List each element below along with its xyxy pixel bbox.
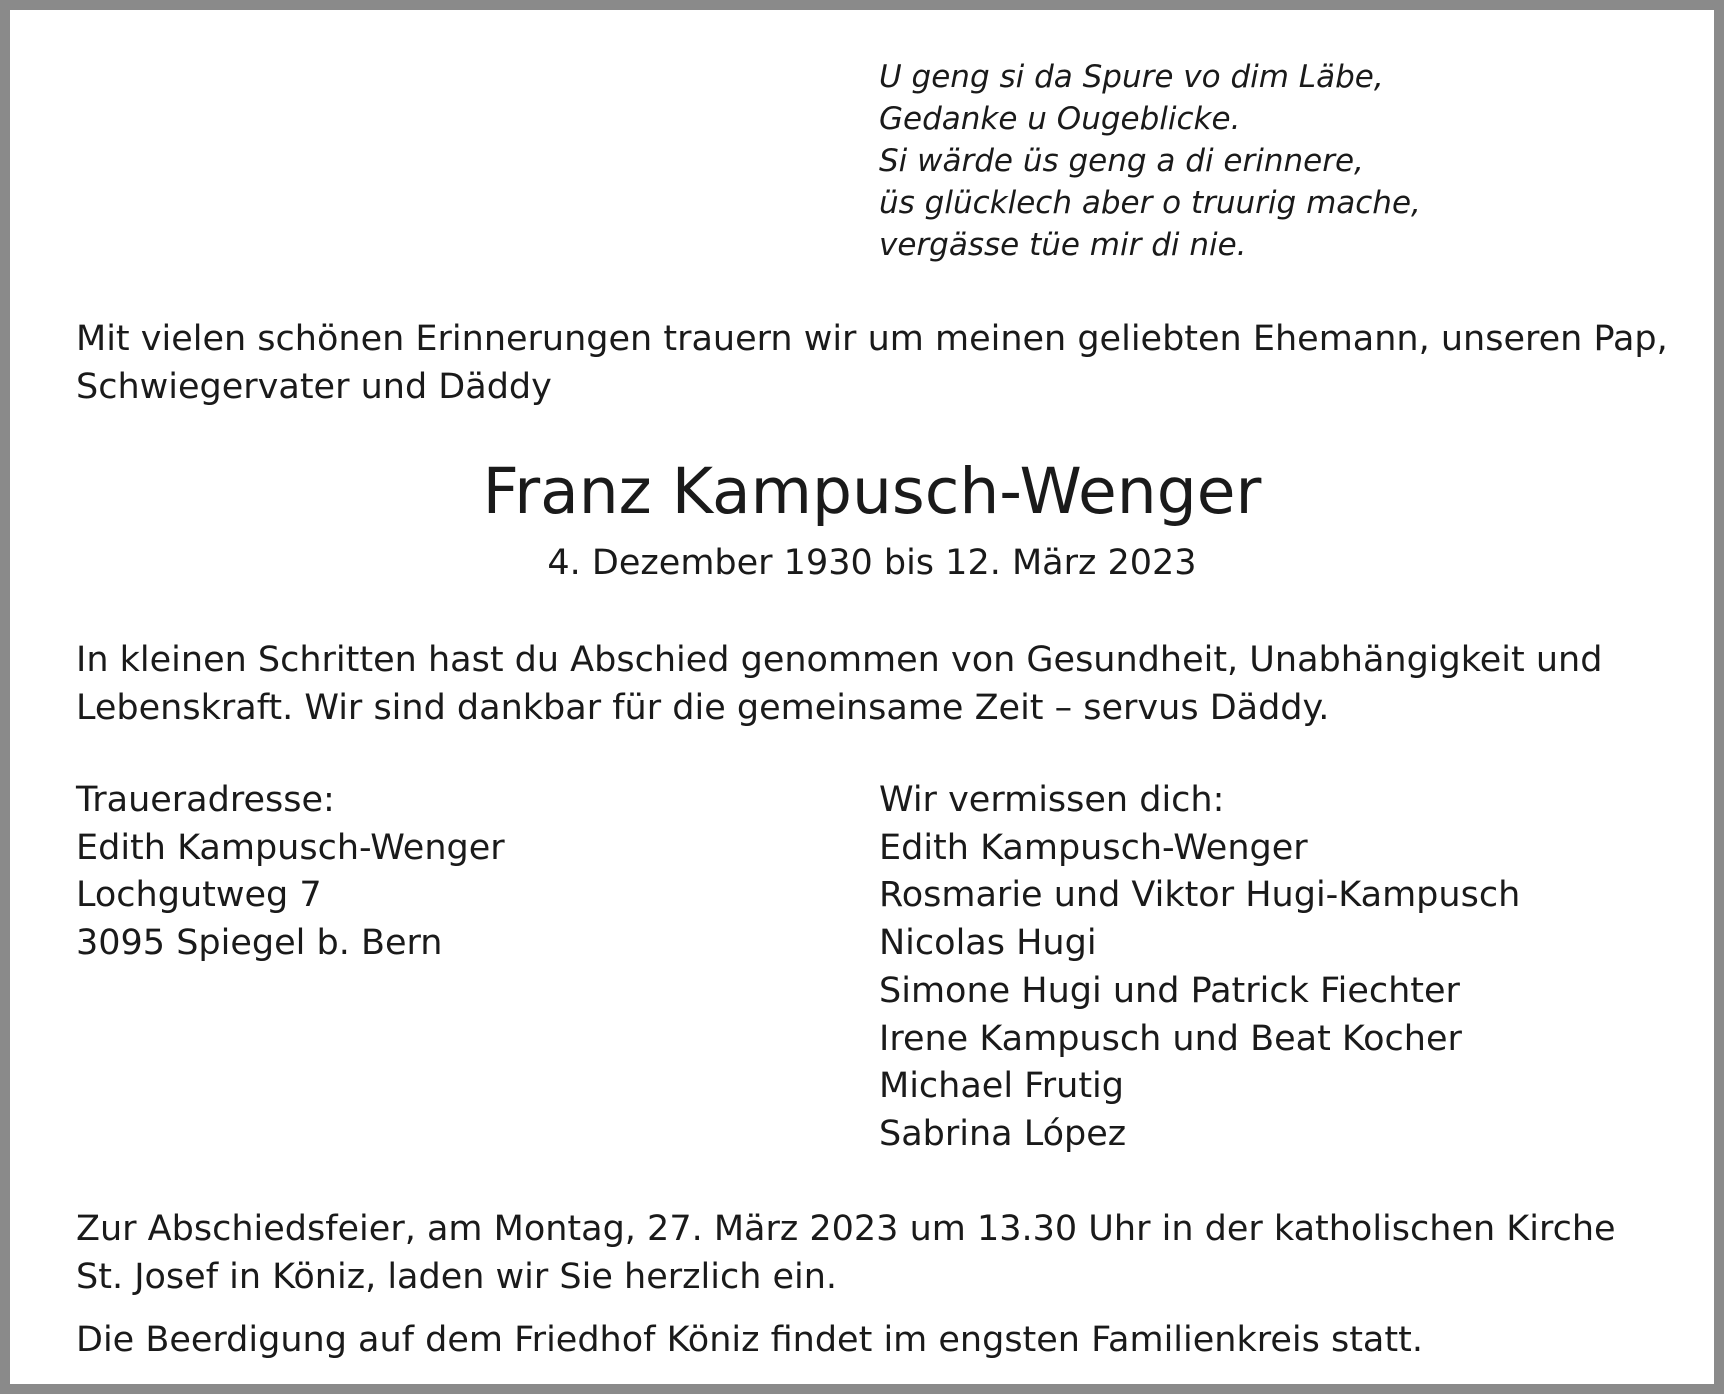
poem [879,56,1421,266]
mourner-name: Michael Frutig [879,1066,1124,1107]
intro-text [76,315,1668,411]
poem-line: Si wärde üs geng a di erinnere, [879,143,1364,179]
ceremony-line: Zur Abschiedsfeier, am Montag, 27. März 2023 um 13.30 Uhr in der katholischen Kirche [76,1209,1616,1249]
poem-line: U geng si da Spure vo dim Läbe, [879,59,1384,95]
intro-line: Schwiegervater und Däddy [76,367,552,407]
mourner-name: Nicolas Hugi [879,923,1097,964]
poem-line: vergässe tüe mir di nie. [879,227,1247,263]
address-line: Lochgutweg 7 [76,875,322,916]
mourner-name: Simone Hugi und Patrick Fiechter [879,970,1460,1011]
address-line: Edith Kampusch-Wenger [76,827,505,868]
ceremony-invitation [76,1205,1616,1301]
farewell-text [76,636,1602,732]
poem-line: Gedanke u Ougeblicke. [879,101,1241,137]
address-heading: Traueradresse: [76,780,335,820]
poem-line: üs glücklech aber o truurig mache, [879,185,1421,221]
intro-line: Mit vielen schönen Erinnerungen trauern wir um meinen geliebten Ehemann, unseren Pap, [76,319,1668,359]
mourner-name: Rosmarie und Viktor Hugi-Kampusch [879,875,1521,916]
mourner-name: Sabrina López [879,1113,1127,1154]
mourner-name: Irene Kampusch und Beat Kocher [879,1018,1462,1059]
farewell-line: In kleinen Schritten hast du Abschied genommen von Gesundheit, Unabhängigkeit und [76,640,1603,680]
mourning-address [76,777,505,968]
ceremony-line: St. Josef in Köniz, laden wir Sie herzlich ein. [76,1257,838,1297]
deceased-name: Franz Kampusch-Wenger [482,455,1262,528]
address-line: 3095 Spiegel b. Bern [76,923,443,964]
life-dates: 4. Dezember 1930 bis 12. März 2023 [547,543,1197,583]
burial-note: Die Beerdigung auf dem Friedhof Köniz findet im engsten Familienkreis statt. [76,1320,1423,1360]
mourners-list [879,777,1520,1159]
farewell-line: Lebenskraft. Wir sind dankbar für die gemeinsame Zeit – servus Däddy. [76,688,1330,728]
mourners-heading: Wir vermissen dich: [879,780,1225,820]
mourner-name: Edith Kampusch-Wenger [879,827,1308,868]
